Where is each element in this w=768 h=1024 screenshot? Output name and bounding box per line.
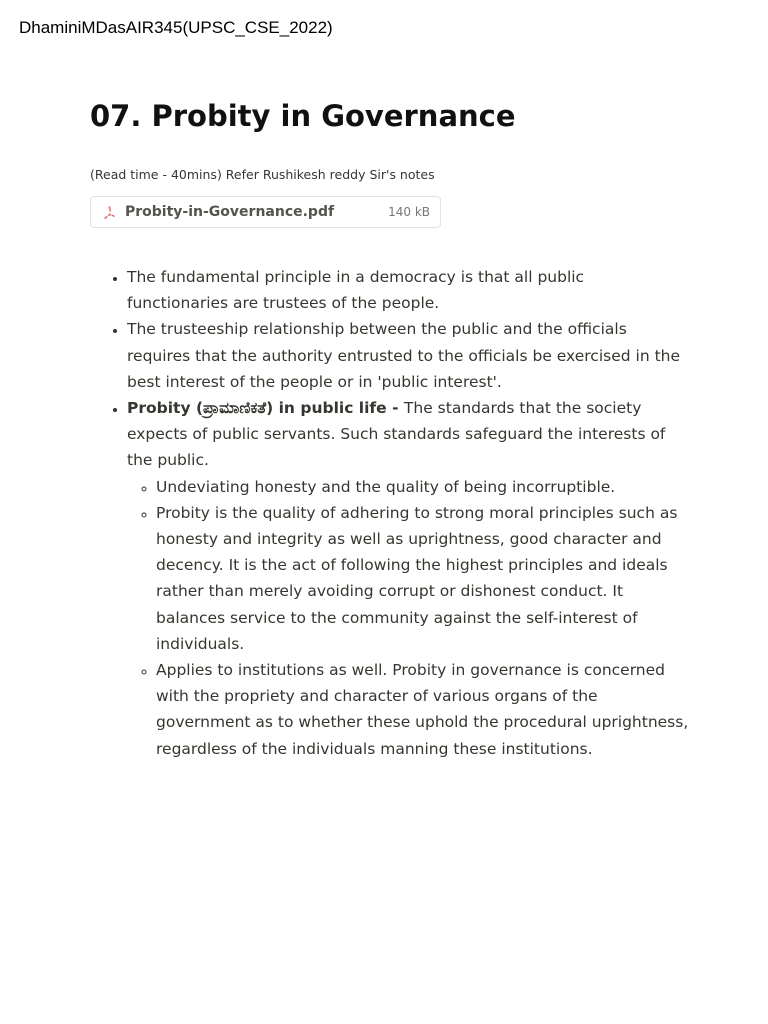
sub-bullet-list xyxy=(127,474,690,762)
list-item xyxy=(127,395,690,762)
document-source-label: DhaminiMDasAIR345(UPSC_CSE_2022) xyxy=(19,18,333,37)
list-item-text: The fundamental principle in a democracy is that all public functionaries are trustees of the people. xyxy=(127,268,585,313)
pdf-attachment[interactable] xyxy=(90,196,441,228)
list-item xyxy=(127,264,690,316)
sub-list-item xyxy=(156,657,690,762)
sub-list-item-text: Undeviating honesty and the quality of being incorruptible. xyxy=(156,477,616,496)
sub-list-item xyxy=(156,500,690,657)
list-item-bold-heading: Probity (ಪ್ರಾಮಾಣಿಕತೆ) in public life - xyxy=(127,399,404,418)
list-item-text: The standards that the society expects of public servants. Such standards safeguard the interests of the public. xyxy=(127,399,666,470)
bullet-list xyxy=(90,264,690,762)
page-subtitle: (Read time - 40mins) Refer Rushikesh reddy Sir's notes xyxy=(90,167,435,182)
sub-list-item-text: Applies to institutions as well. Probity in governance is concerned with the propriety and character of various organs of the government as to whether these uphold the procedural uprightness, regardless of the individuals manning these institutions. xyxy=(156,661,689,758)
sub-list-item xyxy=(156,474,690,500)
page-title: 07. Probity in Governance xyxy=(90,99,516,133)
attachment-file-name: Probity-in-Governance.pdf xyxy=(125,204,335,220)
sub-list-item-text: Probity is the quality of adhering to strong moral principles such as honesty and integrity as well as uprightness, good character and decency. It is the act of following the highest principles and ideals rather than merely avoiding corrupt or dishonest conduct. It balances service to the community against the self-interest of individuals. xyxy=(156,503,678,653)
pdf-file-icon xyxy=(101,204,117,220)
list-item-text: The trusteeship relationship between the public and the officials requires that the authority entrusted to the officials be exercised in the best interest of the people or in 'public interest'. xyxy=(127,320,681,391)
page-content xyxy=(90,94,690,762)
list-item xyxy=(127,316,690,395)
attachment-file-size: 140 kB xyxy=(388,205,430,219)
